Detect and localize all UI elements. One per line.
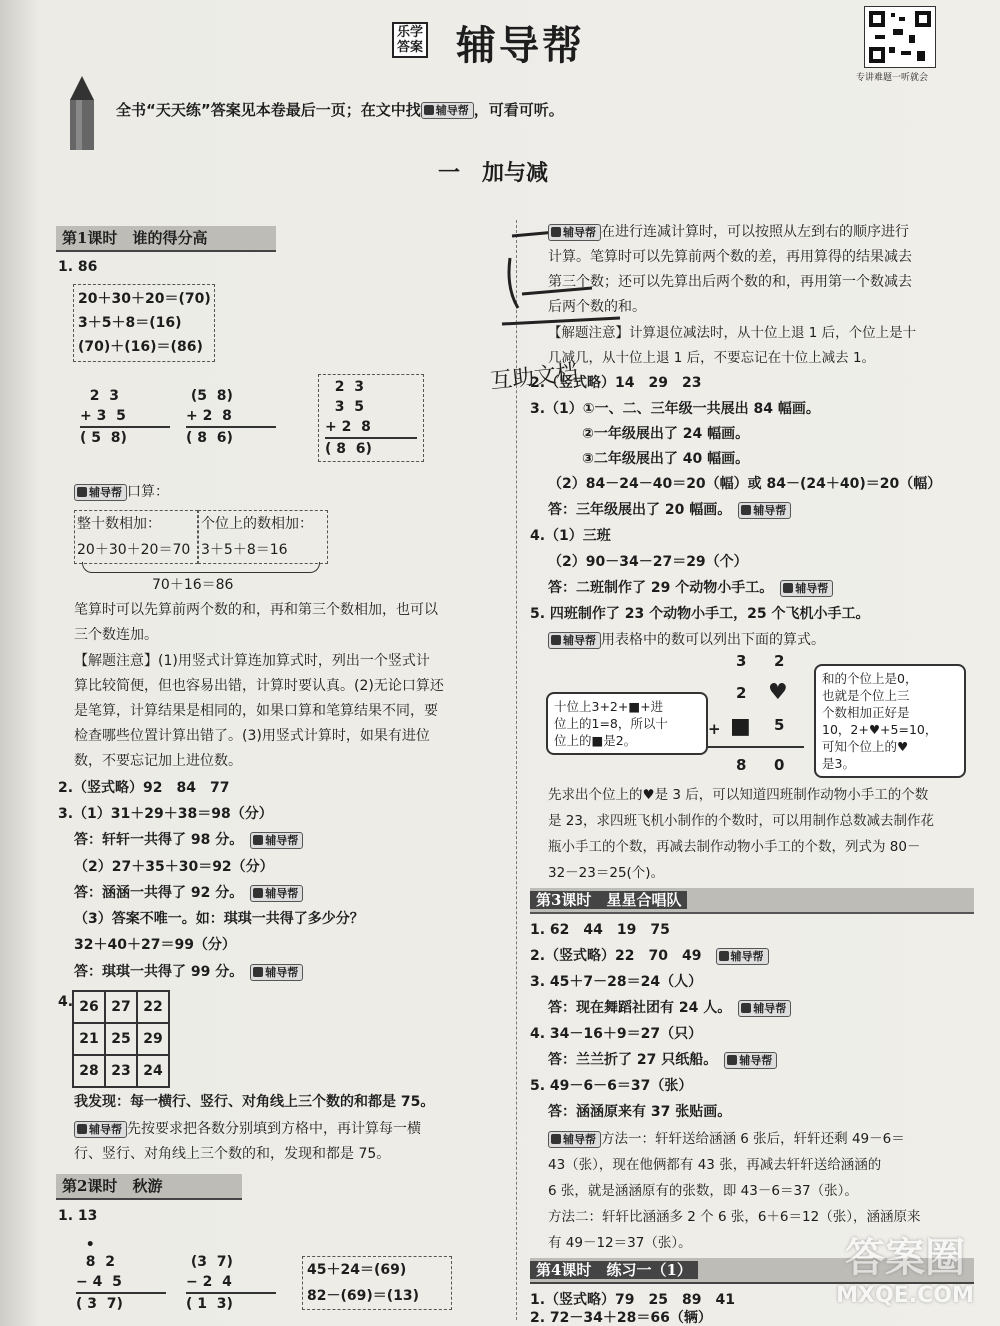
book-icon [253,835,263,845]
heart-icon: ♥ [768,680,788,705]
r-q4-ans: 答：二班制作了 29 个动物小手工。 辅导帮 [548,576,833,600]
book-icon [551,1134,561,1144]
fudaobang-badge[interactable]: 辅导帮 [548,632,601,649]
s3-q1: 1. 62 44 19 75 [530,922,670,938]
s3-q3: 3. 45＋7－28＝24（人） [530,974,703,990]
para-1: 笔算时可以先算前两个数的和，再和第三个数相加，也可以 三个数连加。 [74,602,438,643]
s3-method-2: 方法二：轩轩比涵涵多 2 个 6 张，6＋6＝12（张），涵涵原来 有 49－12＝37（张）。 [548,1209,921,1251]
s1-q3a: 3.（1）31＋29＋38＝98（分） [58,806,273,822]
section-head-4: 第4课时 练习一（1） [530,1258,974,1284]
pencil-icon [62,74,102,158]
table-row: 28 23 24 [73,1055,169,1087]
fudaobang-badge[interactable]: 辅导帮 [250,885,303,902]
square-icon: ■ [730,714,751,739]
section-head-3: 第3课时 星星合唱队 [530,888,974,914]
fudaobang-badge[interactable]: 辅导帮 [421,102,474,119]
page: 乐学 答案 辅导帮 专讲难题一听就会 全书“天天练”答案见本卷最后一页；在文中找 辅导帮 ，可看可听。 一 加与减 第1课时 谁的得分高 1. 86 20＋30＋20＝(70) 3＋5＋8＝(16) (70)＋(16)＝(86) 2 3 + 3 5 ( 5 8) (5 8) + 2 8 ( 8 6) 2 3 3 5 + 2 8 ( 8 6) 辅导帮 口算： 整十数相加： 20＋30＋20＝70 个位上的数相加： 3＋5＋8＝16 70＋16＝86 笔算时可以先算前两个数的和，再和第三个数相加，也可以 三个数连加。 【解题注意】(1)用竖式计算连加算式时，列出一个竖式计 算比较简便，但也容易出错，计算时要认真。(2)无论口算还 是笔算，计算结果是相同的，如果口算和笔算结果不同，要 检查哪些位置计算出错了。(3)用竖式计算时，如果有进位 数，不要忘记加上进位数。 2.（竖式略）92 84 77 3.（1）31＋29＋38＝98（分） 答：轩轩一共得了 98 分。 辅导帮 （2）27＋35＋30＝92（分） 答：涵涵一共得了 92 分。 辅导帮 （3）答案不唯一。如：琪琪一共得了多少分？ 32＋40＋27＝99（分） 答：琪琪一共得了 99 分。 辅导帮 4. 26 27 22 21 25 29 28 23 24 我发现：每一横行、竖行、对角线上三个数的和都是 75。 辅导帮 先按要求把各数分别填到方格中，再计算每一横 行、竖行、对角线上三个数的和，发现和都是 75。 第2课时 秋游 1. 13 • 8 2 − 4 5 ( 3 7) (3 7) − 2 4 ( 1 3) 45＋24＝(69) 82－(69)＝(13) 互助文档 辅导帮 在进行连减计算时，可以按照从左到右的顺序进行 计算。笔算时可以先算前两个数的差，再用算得的结果减去 第三个数；还可以先算出后两个数的和，再用第一个数减去 后两个数的和。 【解题注意】计算退位减法时，从十位上退 1 后，个位上是十 几减几，从十位上退 1 后，不要忘记在十位上减去 1。 2.（竖式略）14 29 23 3.（1）①一、二、三年级一共展出 84 幅画。 ②一年级展出了 24 幅画。 ③二年级展出了 40 幅画。 （2）84－24－40＝20（幅）或 84－(24＋40)＝20（幅） 答：三年级展出了 20 幅画。 辅导帮 4.（1）三班 （2）90－34－27＝29（个） 答：二班制作了 29 个动物小手工。 辅导帮 5. 四班制作了 23 个动物小手工，25 个飞机小手工。 辅导帮 用表格中的数可以列出下面的算式。 十位上3+2+■+进 位上的1=8，所以十 位上的■是2。 和的个位上是0， 也就是个位上三 个数相加正好是 10，2+♥+5=10， 可知个位上的♥ 是3。 3 2 2 ♥ + ■ 5 8 0 先求出个位上的♥是 3 后，可以知道四班制作动物小手工的个数 是 23，求四班飞机小制作的个数时，可以用制作总数减去制作花 瓶小手工的个数，再减去制作动物小手工的个数，列式为 80－ 32－23＝25(个)。 第3课时 星星合唱队 1. 62 44 19 75 2.（竖式略）22 70 49 辅导帮 3. 45＋7－28＝24（人） 答：现在舞蹈社团有 24 人。 辅导帮 4. 34－16＋9＝27（只） 答：兰兰折了 27 只纸船。 辅导帮 5. 49－6－6＝37（张） 答：涵涵原来有 37 张贴画。 辅导帮 方法一：轩轩送给涵涵 6 张后，轩轩还剩 49－6＝ 43（张），现在他俩都有 43 张，再减去轩轩送给涵涵的 6 张，就是涵涵原有的张数，即 43－6＝37（张）。 方法二：轩轩比涵涵多 2 个 6 张，6＋6＝12（张），涵涵原来 有 49－12＝37（张）。 第4课时 练习一（1） 1.（竖式略）79 25 89 41 2. 72－34＋28＝66（辆） 答案圈 MXQE.COM [0,0,1000,1326]
r-q3-ans: 答：三年级展出了 20 幅画。 辅导帮 [548,498,791,522]
s1-q3b-ans: 答：涵涵一共得了 92 分。 辅导帮 [74,881,303,905]
r-q4-1: 4.（1）三班 [530,528,611,544]
fudaobang-badge[interactable]: 辅导帮 [738,1000,791,1017]
book-icon [551,635,561,645]
section-head-2: 第2课时 秋游 [56,1174,242,1200]
right-para-1: 辅导帮 在进行连减计算时，可以按照从左到右的顺序进行 计算。笔算时可以先算前两个数的差，再用算得的结果减去 第三个数；还可以先算出后两个数的和，再用第一个数减去 后两个数的和。 [548,224,912,315]
sum-result: 70＋16＝86 [152,577,234,593]
vertical-calc-b: (5 8) + 2 8 ( 8 6) [186,386,276,448]
fudaobang-badge[interactable]: 辅导帮 [250,832,303,849]
fudaobang-badge[interactable]: 辅导帮 [548,1131,601,1148]
book-icon [424,105,434,115]
s4-q2: 2. 72－34＋28＝66（辆） [530,1310,712,1326]
r-q5: 5. 四班制作了 23 个动物小手工，25 个飞机小手工。 [530,606,870,622]
s1-q3b: （2）27＋35＋30＝92（分） [74,859,274,875]
tip-para: 辅导帮 先按要求把各数分别填到方格中，再计算每一横 行、竖行、对角线上三个数的和，发现和都是 75。 [74,1121,421,1162]
table-row: 26 27 22 [73,991,169,1023]
s1-q3c-calc: 32＋40＋27＝99（分） [74,937,236,953]
s1-q3c: （3）答案不唯一。如：琪琪一共得了多少分？ [74,911,364,927]
para-2: 【解题注意】(1)用竖式计算连加算式时，列出一个竖式计 算比较简便，但也容易出错，计算时要认真。(2)无论口算还 是笔算，计算结果是相同的，如果口算和笔算结果不同，要 检查哪些位置计算出错了。(3)用竖式计算时，如果有进位 数，不要忘记加上进位数。 [74,653,444,769]
book-icon [727,1055,737,1065]
kousuan-line: 辅导帮 口算： [74,480,169,504]
book-icon [719,951,729,961]
brace [82,562,320,573]
r-q2: 2.（竖式略）14 29 23 [530,375,702,391]
s3-q4: 4. 34－16＋9＝27（只） [530,1026,703,1042]
bubble-left: 十位上3+2+■+进 位上的1=8，所以十 位上的■是2。 [546,692,708,755]
fudaobang-badge[interactable]: 辅导帮 [548,224,601,241]
book-icon [77,1124,87,1134]
r-q3-3: ③二年级展出了 40 幅画。 [582,451,750,467]
fudaobang-badge[interactable]: 辅导帮 [74,1121,127,1138]
fudaobang-badge[interactable]: 辅导帮 [716,948,769,965]
book-icon [77,487,87,497]
s3-q5: 5. 49－6－6＝37（张） [530,1078,693,1094]
table-row: 21 25 29 [73,1023,169,1055]
vertical-calc-s2b: (3 7) − 2 4 ( 1 3) [186,1252,276,1314]
section-head-1: 第1课时 谁的得分高 [56,226,276,252]
notice: 全书“天天练”答案见本卷最后一页；在文中找 辅导帮 ，可看可听。 [116,101,564,119]
fudaobang-badge[interactable]: 辅导帮 [74,484,127,501]
s4-q1: 1.（竖式略）79 25 89 41 [530,1292,735,1308]
r-q4-2: （2）90－34－27＝29（个） [548,554,748,570]
book-icon [551,227,561,237]
s3-q2: 2.（竖式略）22 70 49 辅导帮 [530,944,769,968]
fudaobang-badge[interactable]: 辅导帮 [780,580,833,597]
bubble-right: 和的个位上是0， 也就是个位上三 个数相加正好是 10，2+♥+5=10， 可知个位上的♥ 是3。 [814,664,966,778]
fudaobang-badge[interactable]: 辅导帮 [724,1052,777,1069]
r-q3-2: ②一年级展出了 24 幅画。 [582,426,750,442]
qr-code[interactable] [864,6,936,68]
handwriting-text: 互助文档 [489,360,580,395]
book-icon [253,967,263,977]
r-q3-1: 3.（1）①一、二、三年级一共展出 84 幅画。 [530,401,820,417]
s2-box: 45＋24＝(69) 82－(69)＝(13) [302,1256,452,1310]
s3-q4-ans: 答：兰兰折了 27 只纸船。 辅导帮 [548,1048,777,1072]
vertical-calc-s2a: • 8 2 − 4 5 ( 3 7) [76,1238,166,1314]
calc-line [708,746,804,748]
magic-square [72,990,170,1088]
book-icon [783,583,793,593]
s1-q3a-ans: 答：轩轩一共得了 98 分。 辅导帮 [74,828,303,852]
fudaobang-badge[interactable]: 辅导帮 [738,502,791,519]
s1-q3c-ans: 答：琪琪一共得了 99 分。 辅导帮 [74,960,303,984]
chapter-title: 一 加与减 [438,160,549,186]
book-icon [253,888,263,898]
right-para-2: 【解题注意】计算退位减法时，从十位上退 1 后，个位上是十 几减几，从十位上退 1 后，不要忘记在十位上减去 1。 [548,325,917,366]
s3-method-1: 辅导帮 方法一：轩轩送给涵涵 6 张后，轩轩还剩 49－6＝ 43（张），现在他俩都有 43 张，再减去轩轩送给涵涵的 6 张，就是涵涵原有的张数，即 43－6＝37（张）。 [548,1131,905,1199]
brand-title: 辅导帮 [456,22,585,69]
r-q5-tip: 辅导帮 用表格中的数可以列出下面的算式。 [548,628,825,652]
mental-box-b: 个位上的数相加： 3＋5＋8＝16 [198,510,328,564]
logo: 乐学 答案 [392,22,428,58]
s1-q2: 2.（竖式略）92 84 77 [58,780,230,796]
vertical-calc-c: 2 3 3 5 + 2 8 ( 8 6) [318,374,424,462]
r-q3-4: （2）84－24－40＝20（幅）或 84－(24＋40)＝20（幅） [548,476,942,492]
fudaobang-badge[interactable]: 辅导帮 [250,964,303,981]
qr-caption: 专讲难题一听就会 [856,73,929,83]
watermark: 答案圈 MXQE.COM [836,1235,974,1308]
found-line: 我发现：每一横行、竖行、对角线上三个数的和都是 75。 [74,1094,435,1110]
mental-box-a: 整十数相加： 20＋30＋20＝70 [74,510,198,564]
sum-box: 20＋30＋20＝(70) 3＋5＋8＝(16) (70)＋(16)＝(86) [73,284,215,362]
book-icon [741,505,751,515]
s2-q1: 1. 13 [58,1208,98,1224]
s1-q4: 4. [58,994,74,1010]
book-icon [741,1003,751,1013]
s3-q5-ans: 答：涵涵原来有 37 张贴画。 [548,1104,732,1120]
s3-q3-ans: 答：现在舞蹈社团有 24 人。 辅导帮 [548,996,791,1020]
right-para-3: 先求出个位上的♥是 3 后，可以知道四班制作动物小手工的个数 是 23，求四班飞机小制作的个数时，可以用制作总数减去制作花 瓶小手工的个数，再减去制作动物小手工的个数，列式为 80－ 32－23＝25(个)。 [548,787,934,881]
s1-q1: 1. 86 [58,259,98,275]
vertical-calc-a: 2 3 + 3 5 ( 5 8) [80,386,170,448]
